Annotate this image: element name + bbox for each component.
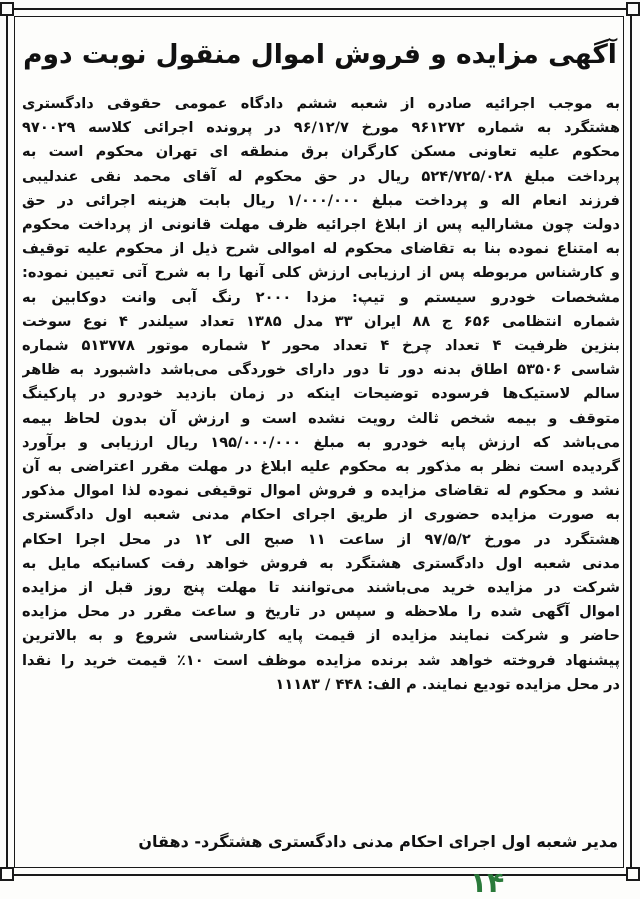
body-line: اموال آگهی شده را ملاحظه و سپس در تاریخ و ساعت مقرر در محل مزایده: [22, 603, 620, 621]
notice-title: آگهی مزایده و فروش اموال منقول نوبت دوم: [23, 39, 617, 70]
page-number: ۱۴: [470, 866, 505, 899]
corner-ornament: [0, 867, 14, 881]
body-line: گردیده است نظر به مذکور به محکوم علیه ابلاغ در مهلت مقرر اعتراضی به آن: [22, 458, 620, 476]
body-line: فرزند انعام اله و پرداخت مبلغ ۱/۰۰۰/۰۰۰ ریال بابت هزینه اجرائی در حق: [22, 191, 620, 209]
body-line: سالم لاستیک‌ها فرسوده توضیحات اینکه در زمان بازدید خودرو در پارکینگ: [22, 385, 620, 403]
body-line: حاضر و شرکت نمایند مزایده از قیمت پایه کارشناسی شروع و به بالاترین: [22, 627, 620, 645]
corner-ornament: [0, 2, 14, 16]
body-line: شماره انتظامی ۶۵۶ ج ۸۸ ایران ۳۳ مدل ۱۳۸۵ تعداد سیلندر ۴ نوع سوخت: [22, 312, 620, 330]
body-line: هشتگرد در مورخ ۹۷/۵/۲ از ساعت ۱۱ صبح الی ۱۲ در محل اجرا احکام: [22, 530, 620, 548]
body-line: هشتگرد به شماره ۹۶۱۲۷۲ مورخ ۹۶/۱۲/۷ در پرونده اجرائی کلاسه ۹۷۰۰۲۹: [22, 119, 620, 137]
body-line: می‌باشد که ارزش پایه خودرو به مبلغ ۱۹۵/۰۰۰/۰۰۰ ریال ارزیابی و برآورد: [22, 433, 620, 451]
body-line: در محل مزایده تودیع نمایند. م الف: ۴۴۸ / ۱۱۱۸۳: [275, 675, 620, 693]
body-line: به صورت مزایده حضوری از طریق اجرای احکام مدنی شعبه اول دادگستری: [22, 506, 620, 524]
body-line: شاسی ۵۳۵۰۶ اطاق بدنه دور تا دور دارای خوردگی می‌باشد داشبورد به ظاهر: [22, 361, 620, 379]
body-line-vehicle-specs: مشخصات خودرو سیستم و تیپ: مزدا ۲۰۰۰ رنگ آبی وانت دوکابین به: [22, 288, 620, 306]
notice-body: [22, 92, 620, 697]
corner-ornament: [626, 2, 640, 16]
body-line: پیشنهاد فروخته خواهد شد برنده مزایده موظف است ۱۰٪ قیمت خرید را نقدا: [22, 651, 620, 669]
body-line: بنزین ظرفیت ۴ تعداد چرخ ۴ تعداد محور ۲ شماره موتور ۵۱۳۷۷۸ شماره: [22, 337, 620, 355]
body-line: نشد و محکوم له تقاضای مزایده و فروش اموال توقیفی نموده لذا اموال مذکور: [22, 482, 620, 500]
signature-line: مدیر شعبه اول اجرای احکام مدنی دادگستری هشتگرد- دهقان: [138, 832, 618, 851]
corner-ornament: [626, 867, 640, 881]
body-line: پرداخت مبلغ ۵۲۴/۷۲۵/۰۲۸ ریال در حق محکوم له آقای محمد نقی عندلیبی: [22, 167, 620, 185]
body-line: دولت چون مشارالیه پس از ابلاغ اجرائیه ظرف مهلت قانونی از پرداخت محکوم: [22, 216, 620, 234]
body-line: محکوم علیه تعاونی مسکن کارگران برق منطقه ای تهران محکوم است به: [22, 143, 620, 161]
body-line: شرکت در مزایده خرید می‌باشند می‌توانند تا مهلت پنج روز قبل از مزایده: [22, 579, 620, 597]
body-line: و کارشناس مربوطه پس از ارزیابی ارزش کلی آنها را به شرح آتی تعیین نموده:: [22, 264, 620, 282]
body-line: مدنی شعبه اول دادگستری هشتگرد به فروش خواهد رفت کسانیکه مایل به: [22, 554, 620, 572]
body-line: به امتناع نموده بنا به تقاضای محکوم له اموالی شرح ذیل از محکوم علیه توقیف: [22, 240, 620, 258]
body-line: به موجب اجرائیه صادره از شعبه ششم دادگاه عمومی حقوقی دادگستری: [22, 95, 620, 112]
body-line: متوقف و بیمه شخص ثالث رویت نشده است و ارزش آن بدون لحاظ بیمه: [22, 409, 620, 427]
